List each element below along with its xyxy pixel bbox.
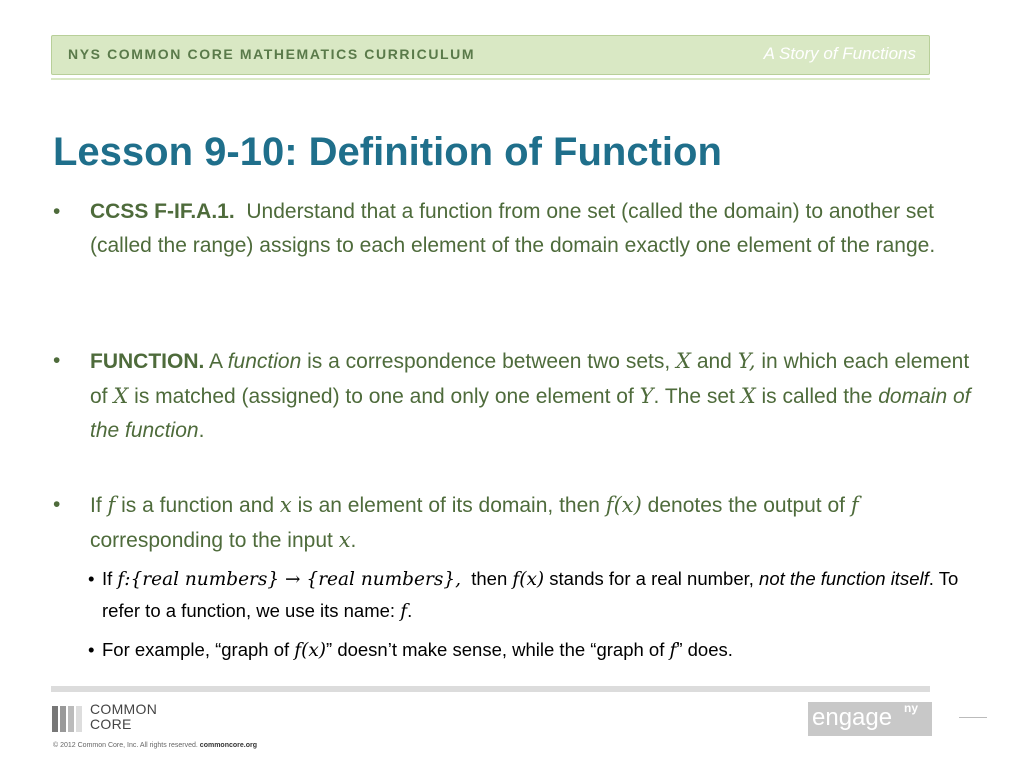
- text-run: If: [102, 568, 113, 589]
- text-run: denotes the output of: [647, 494, 845, 517]
- bullet-text: [90, 195, 975, 263]
- bullet-dot: •: [88, 639, 95, 660]
- text-run: is matched (assigned) to one and only one element of: [134, 385, 634, 408]
- copyright-notice: [53, 742, 257, 749]
- lesson-title: Lesson 9-10: Definition of Function: [53, 130, 722, 174]
- footer-divider: [51, 686, 930, 692]
- math-var: X: [113, 384, 129, 408]
- bullet-label: FUNCTION.: [90, 350, 205, 373]
- text-run: . To refer to a function, we use its name:: [102, 568, 959, 621]
- text-run: stands for a real number,: [549, 568, 754, 589]
- text-run: .: [407, 600, 413, 621]
- math-var: x: [338, 528, 351, 552]
- common-core-wordmark: [90, 702, 157, 732]
- text-run: corresponding to the input: [90, 529, 333, 552]
- copyright-text: © 2012 Common Core, Inc. All rights reserved.: [53, 742, 198, 749]
- text-run: then: [471, 568, 508, 589]
- engage-ny: ny: [904, 701, 919, 715]
- text-run: ” does.: [676, 639, 733, 660]
- module-title: A Story of Functions: [763, 44, 916, 63]
- cc-line-2: CORE: [90, 716, 132, 732]
- math-var: f: [850, 493, 859, 517]
- math-var: x: [279, 493, 292, 517]
- bullet-label: CCSS F-IF.A.1.: [90, 200, 235, 223]
- math-var: Y,: [737, 349, 756, 373]
- math-expr: f(x): [605, 493, 642, 517]
- bullet-text: [90, 344, 975, 448]
- text-run: domain of the function: [90, 385, 971, 442]
- text-run: is an element of its domain, then: [297, 494, 600, 517]
- math-var: Y: [639, 384, 654, 408]
- text-run: .: [198, 419, 205, 442]
- text-run: .: [350, 529, 357, 552]
- math-expr: f(x): [294, 640, 327, 661]
- text-run: ” doesn’t make sense, while the “graph of: [326, 639, 665, 660]
- curriculum-title: NYS COMMON CORE MATHEMATICS CURRICULUM: [68, 46, 476, 62]
- math-var: X: [740, 384, 756, 408]
- common-core-logo-icon: [52, 706, 84, 732]
- side-dash: [959, 717, 987, 718]
- cc-line-1: COMMON: [90, 701, 158, 717]
- text-run: is a function and: [121, 494, 275, 517]
- math-var: f: [400, 601, 408, 622]
- text-run: For example, “graph of: [102, 639, 290, 660]
- text-run: in which each element of: [90, 350, 970, 408]
- math-var: f: [669, 640, 677, 661]
- text-run: is a correspondence between two sets,: [307, 350, 671, 373]
- text-run: . The set: [653, 385, 735, 408]
- bullet-body: Understand that a function from one set (called the domain) to another set (called the range) assigns to each element of the domain exactly one element of the range.: [90, 200, 936, 257]
- bullet-text: [90, 488, 975, 558]
- bullet-dot: •: [53, 493, 61, 516]
- text-run: A: [209, 350, 222, 373]
- text-run: function: [227, 350, 302, 373]
- text-run: If: [90, 494, 102, 517]
- header-bar: [51, 35, 930, 75]
- copyright-site: commoncore.org: [199, 742, 257, 749]
- bullet-dot: •: [88, 568, 95, 589]
- header-divider: [51, 78, 930, 80]
- subbullet-text: [102, 563, 974, 627]
- bullet-dot: •: [53, 200, 61, 223]
- engageny-logo: [808, 702, 932, 736]
- bullet-dot: •: [53, 349, 61, 372]
- math-var: f: [107, 493, 116, 517]
- math-expr: f(x): [512, 569, 545, 590]
- text-run: not the function itself: [759, 568, 929, 589]
- math-expr: f:{real numbers} → {real numbers},: [117, 569, 461, 590]
- text-run: and: [696, 350, 732, 373]
- subbullet-text: [102, 634, 974, 666]
- math-var: X: [676, 349, 691, 373]
- text-run: is called the: [761, 385, 873, 408]
- engage-word: engage: [812, 704, 893, 731]
